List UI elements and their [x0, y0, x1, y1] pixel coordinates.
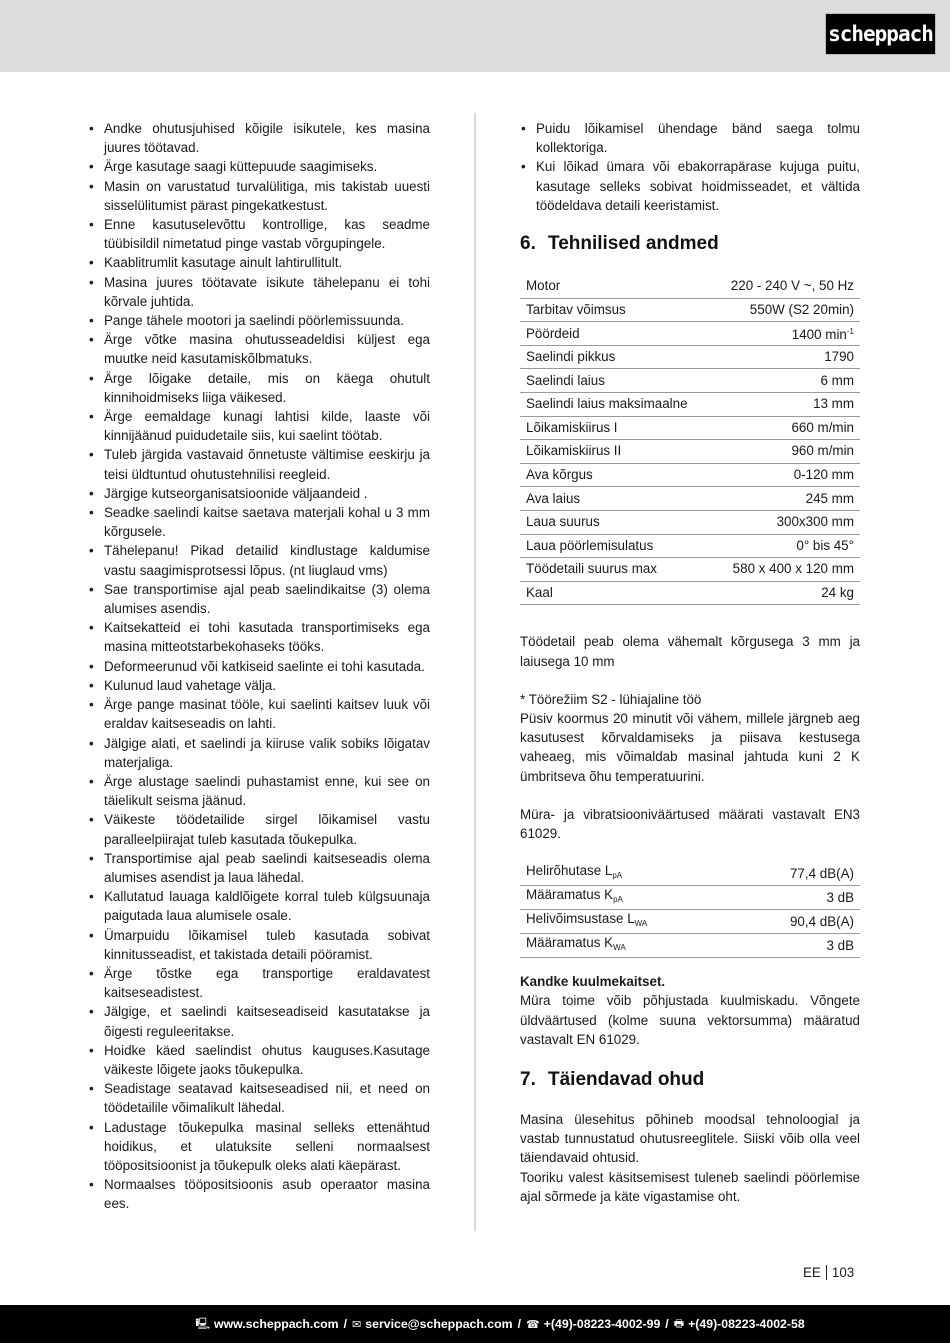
- list-item-text: Kaitsekatteid ei tohi kasutada transportimiseks ega masina mitteotstarbekohaseks tööks.: [104, 620, 430, 655]
- list-item: [88, 849, 430, 887]
- row-value: 1790: [711, 345, 860, 369]
- list-item: [88, 676, 430, 695]
- bullet-icon: •: [89, 677, 94, 693]
- row-label: Laua pöörlemisulatus: [520, 534, 711, 558]
- computer-icon: 🖳: [195, 1317, 211, 1330]
- row-label: Saelindi laius maksimaalne: [520, 392, 711, 416]
- list-item: [88, 1175, 430, 1213]
- list-item: [88, 695, 430, 733]
- row-value: 0-120 mm: [711, 463, 860, 487]
- row-label: Lõikamiskiirus I: [520, 416, 711, 440]
- hearing-protection-title: Kandke kuulmekaitset.: [520, 974, 666, 990]
- list-item-text: Enne kasutuselevõttu kontrollige, kas seadme tüübisildil nimetatud pinge vastab võrgupingele.: [104, 217, 430, 252]
- list-item: [88, 541, 430, 579]
- section-title: Täiendavad ohud: [548, 1068, 705, 1090]
- list-item-text: Deformeerunud või katkiseid saelinte ei tohi kasutada.: [104, 658, 425, 674]
- list-item: [88, 1002, 430, 1040]
- list-item: [88, 119, 430, 157]
- list-item-text: Ärge kasutage saagi küttepuude saagimiseks.: [104, 159, 378, 175]
- section-title: Tehnilised andmed: [548, 233, 719, 255]
- row-label: Töödetaili suurus max: [520, 558, 711, 582]
- list-item: [88, 273, 430, 311]
- label-subscript: WA: [634, 919, 648, 929]
- list-item: [88, 253, 430, 272]
- list-item-text: Puidu lõikamisel ühendage bänd saega tolmu kollektoriga.: [536, 121, 860, 156]
- list-item-text: Ärge võtke masina ohutusseadeldisi küljest ega muutke neid kasutamiskõlbmatuks.: [104, 332, 430, 367]
- row-label: Saelindi laius: [520, 369, 711, 393]
- list-item: [88, 772, 430, 810]
- list-item: [88, 177, 430, 215]
- list-item-text: Seadke saelindi kaitse saetava materjali kohal u 3 mm kõrgusele.: [104, 505, 430, 540]
- bullet-icon: •: [89, 505, 94, 521]
- website-link[interactable]: www.scheppach.com: [214, 1317, 339, 1331]
- bullet-icon: •: [89, 581, 94, 597]
- row-value: 960 m/min: [711, 440, 860, 464]
- table-row: [520, 322, 860, 346]
- list-item-text: Ärge alustage saelindi puhastamist enne, kui see on täielikult seisma jäänud.: [104, 773, 430, 809]
- list-item: [88, 618, 430, 656]
- table-row: [520, 910, 860, 934]
- bullet-icon: •: [89, 178, 94, 194]
- bullet-icon: •: [89, 543, 94, 559]
- row-label: Kaal: [520, 581, 711, 605]
- section-number: 6.: [520, 233, 536, 255]
- bullet-icon: •: [89, 1081, 94, 1097]
- bullet-icon: •: [89, 697, 94, 713]
- list-item: [88, 1079, 430, 1117]
- table-row: [520, 534, 860, 558]
- list-item: [88, 445, 430, 483]
- list-item-text: Järgige kutseorganisatsioonide väljaandeid .: [104, 485, 368, 501]
- list-item: [88, 657, 430, 676]
- bullet-icon: •: [521, 159, 526, 175]
- list-item: [88, 157, 430, 176]
- section-6-heading: [520, 232, 860, 256]
- scheppach-logo: scheppach: [825, 13, 936, 55]
- extra-instructions-list: [520, 119, 860, 215]
- list-item-text: Tähelepanu! Pikad detailid kindlustage kaldumise vastu saagimisprotsessi lõpus. (nt liuglaud vms): [104, 543, 430, 578]
- row-value: 1400 $\min^{-1}$: [711, 322, 860, 346]
- row-value: 3 dB: [736, 934, 860, 958]
- table-row: [520, 416, 860, 440]
- fax-number: +(49)-08223-4002-58: [688, 1317, 805, 1331]
- fax-icon: 🖶: [673, 1317, 685, 1330]
- table-row: [520, 298, 860, 322]
- list-item-text: Masina juures töötavate isikute tähelepanu ei tohi kõrvale juhtida.: [104, 274, 430, 309]
- list-item: [88, 311, 430, 330]
- label-subscript: pA: [612, 871, 623, 881]
- page-number-separator: [826, 1265, 827, 1280]
- table-row: [520, 487, 860, 511]
- list-item-text: Kulunud laud vahetage välja.: [104, 677, 276, 693]
- label-subscript: WA: [613, 943, 626, 953]
- row-label: Määramatus $K_{pA}$: [520, 886, 736, 910]
- column-divider: [474, 113, 476, 1231]
- section-number: 7.: [520, 1068, 536, 1090]
- list-item-text: Masin on varustatud turvalülitiga, mis takistab uuesti sisselülitumist pärast pingekatkestust.: [104, 178, 430, 213]
- list-item-text: Ärge tõstke ega transportige eraldavatest kaitseseadistest.: [104, 965, 430, 1001]
- operating-mode-title: * Töörežiim S2 - lühiajaline töö: [520, 691, 702, 707]
- list-item: [88, 810, 430, 848]
- bullet-icon: •: [89, 620, 94, 636]
- row-label: Motor: [520, 275, 711, 298]
- residual-risks-paragraph-2: Tooriku valest käsitsemisest tuleneb saelindi pöörlemise ajal sõrmede ja käte vigastamise oht.: [520, 1169, 860, 1204]
- noise-data-table: [520, 862, 860, 958]
- row-label: Lõikamiskiirus II: [520, 440, 711, 464]
- list-item-text: Andke ohutusjuhised kõigile isikutele, kes masina juures töötavad.: [104, 121, 430, 156]
- bullet-icon: •: [521, 121, 526, 136]
- list-item: [88, 1118, 430, 1176]
- row-label: Helivõimsustase $L_{WA}$: [520, 910, 736, 934]
- table-row: [520, 886, 860, 910]
- row-value: 220 - 240 V ~, 50 Hz: [711, 275, 860, 298]
- contact-footer: [0, 1305, 950, 1343]
- residual-risks-paragraph-1: Masina ülesehitus põhineb moodsal tehnoloogial ja vastab tunnustatud ohutusreeglitele. Siiski võib olla veel täiendavaid ohtusid.: [520, 1111, 860, 1166]
- phone-icon: ☎: [526, 1318, 540, 1331]
- list-item: [88, 330, 430, 368]
- list-item-text: Sae transportimise ajal peab saelindikaitse (3) olema alumises asendis.: [104, 581, 430, 617]
- table-row: [520, 345, 860, 369]
- bullet-icon: •: [89, 313, 94, 329]
- list-item-text: Seadistage seatavad kaitseseadised nii, et need on töödetailile võimalikult lähedal.: [104, 1081, 430, 1116]
- value-superscript: -1: [846, 327, 854, 336]
- row-label: Määramatus $K_{WA}$: [520, 934, 736, 958]
- row-value: 13 mm: [711, 392, 860, 416]
- list-item-text: Normaalses tööpositsioonis asub operaator masina ees.: [104, 1177, 430, 1212]
- list-item-text: Ärge lõigake detaile, mis on käega ohutult kinnihoidmiseks liiga väikesed.: [104, 370, 430, 405]
- footer-separator: /: [665, 1317, 669, 1331]
- bullet-icon: •: [89, 773, 94, 789]
- list-item: [88, 734, 430, 772]
- list-item-text: Hoidke käed saelindist ohutus kauguses.Kasutage väikeste lõigete jaoks tõukepulka.: [104, 1042, 430, 1077]
- row-label: Laua suurus: [520, 510, 711, 534]
- list-item: [88, 215, 430, 253]
- bullet-icon: •: [89, 409, 94, 425]
- row-value: 0° bis 45°: [711, 534, 860, 558]
- list-item: [520, 119, 860, 157]
- row-value: 6 mm: [711, 369, 860, 393]
- list-item: [88, 964, 430, 1002]
- table-row: [520, 510, 860, 534]
- list-item-text: Kui lõikad ümara või ebakorrapärase kujuga puitu, kasutage selleks sobivat hoidmisseadet, et vältida töödeldava detaili keeristamist.: [536, 159, 860, 213]
- list-item-text: Transportimise ajal peab saelindi kaitseseadis olema alumises asendist ja laua lähedal.: [104, 850, 430, 885]
- bullet-icon: •: [89, 812, 94, 828]
- row-label: Pöördeid: [520, 322, 711, 346]
- bullet-icon: •: [89, 217, 94, 233]
- workpiece-note: Töödetail peab olema vähemalt kõrgusega 3 mm ja laiusega 10 mm: [520, 634, 860, 669]
- list-item-text: Tuleb järgida vastavaid õnnetuste vältimise eeskirju ja teisi üldtuntud ohutustehnilisi reegleid.: [104, 447, 430, 482]
- safety-instructions-list: [88, 119, 430, 1214]
- bullet-icon: •: [89, 370, 94, 386]
- list-item-text: Jälgige alati, et saelindi ja kiiruse valik sobiks lõigatav materjaliga.: [104, 735, 430, 770]
- page-number-value: 103: [831, 1265, 855, 1280]
- bullet-icon: •: [89, 658, 94, 674]
- row-value: 245 mm: [711, 487, 860, 511]
- table-row: [520, 392, 860, 416]
- email-link[interactable]: service@scheppach.com: [365, 1317, 513, 1331]
- table-row: [520, 369, 860, 393]
- hearing-protection-body: Müra toime võib põhjustada kuulmiskadu. Võngete üldväärtused (kolme suuna vektorsumma) määratud vastavalt EN 61029.: [520, 993, 860, 1047]
- list-item-text: Ärge eemaldage kunagi lahtisi kilde, laaste või kinnijäänud puidudetaile siis, kui saelint töötab.: [104, 409, 430, 444]
- bullet-icon: •: [89, 1004, 94, 1020]
- row-label: Helirõhutase $L_{pA}$: [520, 862, 736, 886]
- table-row: [520, 275, 860, 298]
- list-item: [88, 369, 430, 407]
- bullet-icon: •: [89, 735, 94, 751]
- list-item-text: Jälgige, et saelindi kaitseseadiseid kasutatakse ja õigesti reguleeritakse.: [104, 1004, 430, 1039]
- row-label: Ava kõrgus: [520, 463, 711, 487]
- mail-icon: ✉: [352, 1318, 362, 1331]
- table-row: [520, 862, 860, 886]
- list-item-text: Ümarpuidu lõikamisel tuleb kasutada sobivat kinnitusseadist, et takistada detaili pööramist.: [104, 927, 430, 962]
- right-column: [520, 119, 860, 1206]
- section-7-heading: [520, 1068, 860, 1092]
- bullet-icon: •: [89, 850, 94, 866]
- list-item: [520, 157, 860, 215]
- bullet-icon: •: [89, 927, 94, 943]
- bullet-icon: •: [89, 965, 94, 981]
- row-label: Tarbitav võimsus: [520, 298, 711, 322]
- table-row: [520, 463, 860, 487]
- bullet-icon: •: [89, 274, 94, 290]
- row-value: 77,4 dB(A): [736, 862, 860, 886]
- language-code: EE: [803, 1265, 821, 1280]
- table-row: [520, 440, 860, 464]
- row-value: 550W (S2 20min): [711, 298, 860, 322]
- list-item: [88, 580, 430, 618]
- bullet-icon: •: [89, 447, 94, 463]
- row-value: 660 m/min: [711, 416, 860, 440]
- phone-number: +(49)-08223-4002-99: [543, 1317, 661, 1331]
- page-header: [0, 0, 950, 72]
- list-item-text: Kaablitrumlit kasutage ainult lahtirullitult.: [104, 255, 343, 271]
- bullet-icon: •: [89, 121, 94, 136]
- list-item: [88, 1041, 430, 1079]
- list-item: [88, 926, 430, 964]
- row-value: 300x300 mm: [711, 510, 860, 534]
- row-label: Saelindi pikkus: [520, 345, 711, 369]
- bullet-icon: •: [89, 332, 94, 348]
- list-item: [88, 503, 430, 541]
- label-subscript: pA: [613, 895, 623, 905]
- bullet-icon: •: [89, 889, 94, 905]
- bullet-icon: •: [89, 1177, 94, 1193]
- footer-separator: /: [517, 1317, 522, 1331]
- row-value: 3 dB: [736, 886, 860, 910]
- noise-values-note: Müra- ja vibratsiooniväärtused määrati vastavalt EN3 61029.: [520, 806, 860, 841]
- table-row: [520, 581, 860, 605]
- list-item-text: Ärge pange masinat tööle, kui saelinti kaitsev luuk või eraldav kaitseseadis on lahti.: [104, 697, 430, 732]
- list-item-text: Väikeste töödetailide sirgel lõikamisel vastu paralleelpiirajat tuleb kasutada tõukepulka.: [104, 812, 430, 847]
- left-column: [88, 119, 430, 1214]
- bullet-icon: •: [89, 255, 94, 271]
- row-value: 90,4 dB(A): [736, 910, 860, 934]
- row-value: 580 x 400 x 120 mm: [711, 558, 860, 582]
- technical-data-table: [520, 275, 860, 605]
- list-item: [88, 484, 430, 503]
- bullet-icon: •: [89, 1042, 94, 1058]
- bullet-icon: •: [89, 1119, 94, 1135]
- bullet-icon: •: [89, 159, 94, 175]
- list-item: [88, 407, 430, 445]
- list-item: [88, 887, 430, 925]
- operating-mode-body: Püsiv koormus 20 minutit või vähem, millele järgneb aeg kasutusest kõrvaldamiseks ja piisava kestusega vaheaeg, mis võimaldab masinal jahtuda kuni 2 K ümbritseva õhu temperatuurini.: [520, 710, 860, 784]
- row-label: Ava laius: [520, 487, 711, 511]
- row-value: 24 kg: [711, 581, 860, 605]
- table-row: [520, 558, 860, 582]
- footer-separator: /: [343, 1317, 348, 1331]
- list-item-text: Pange tähele mootori ja saelindi pöörlemissuunda.: [104, 313, 404, 329]
- list-item-text: Ladustage tõukepulka masinal selleks ettenähtud hoidikus, et ulatuksite selleni normaalsest tööpositsioonist ja tõukepulk oleks alati käepärast.: [104, 1119, 430, 1173]
- bullet-icon: •: [89, 485, 94, 501]
- list-item-text: Kallutatud lauaga kaldlõigete korral tuleb külgsuunaja paigutada laua alumisele osale.: [104, 889, 430, 924]
- table-row: [520, 934, 860, 958]
- page-number: [803, 1265, 854, 1280]
